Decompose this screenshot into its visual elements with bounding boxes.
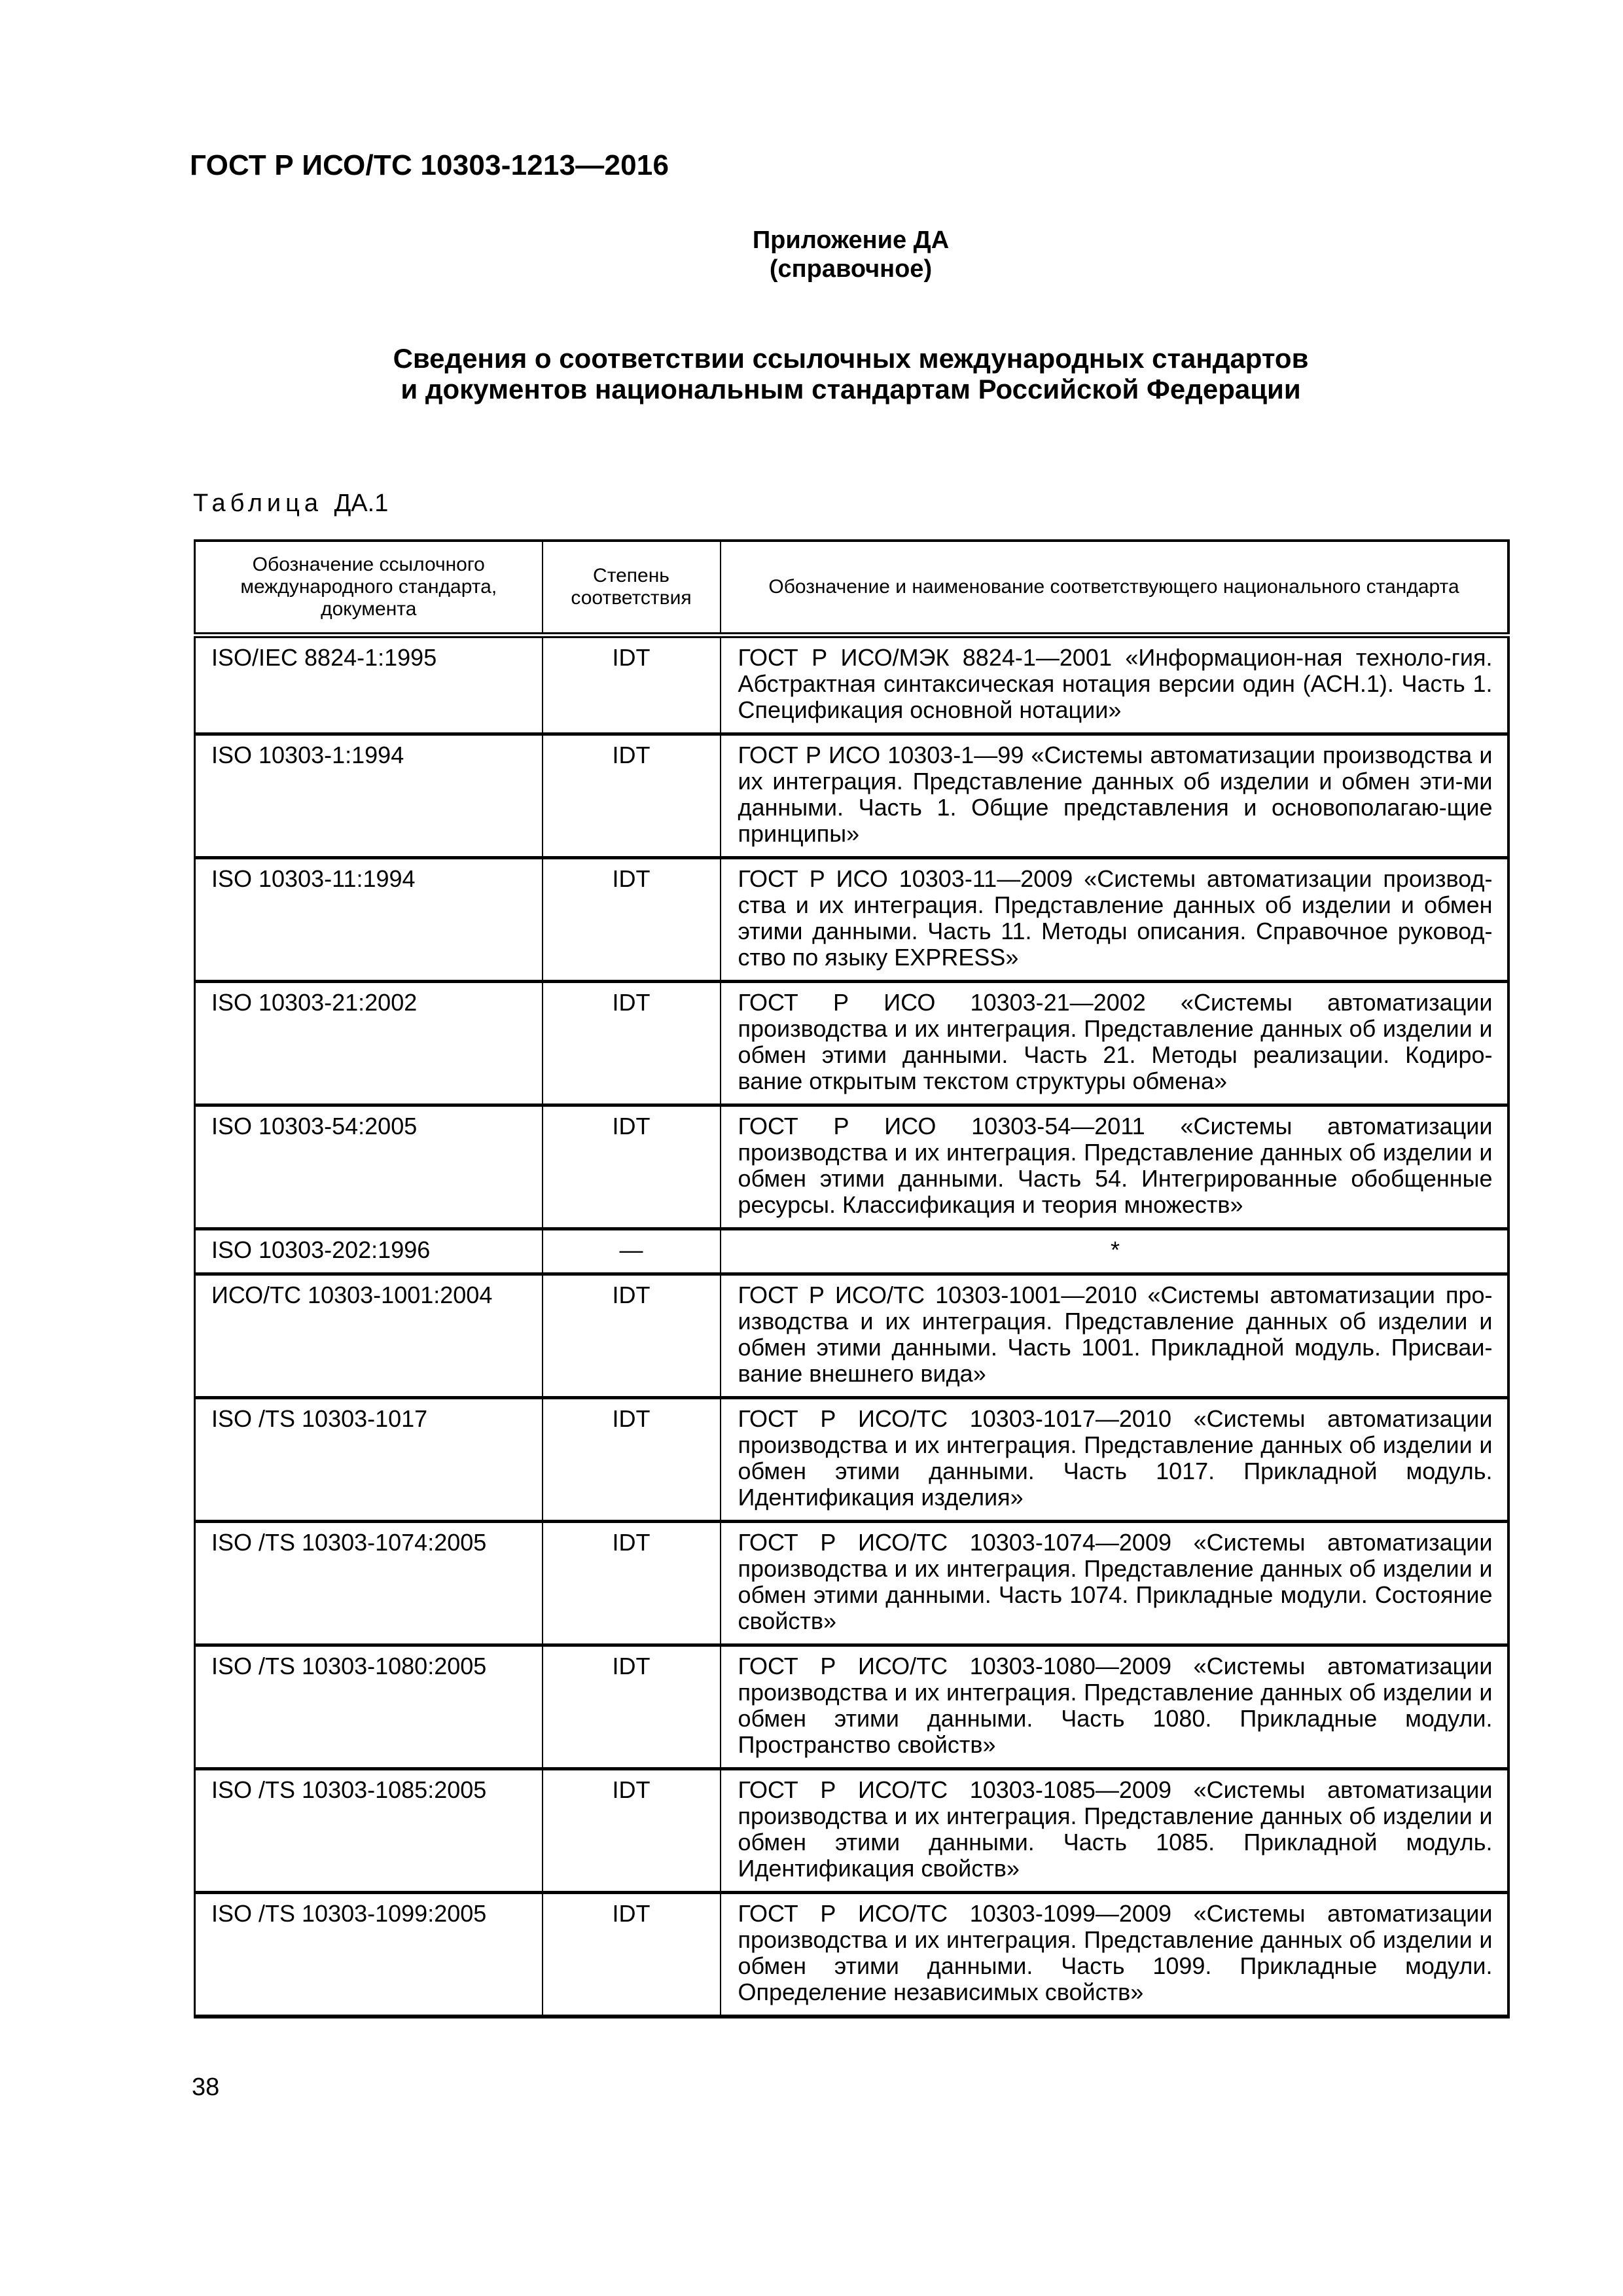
international-standard-cell: ISO 10303-1:1994	[195, 734, 543, 858]
table-row	[195, 1105, 1508, 1229]
table-header-row	[195, 541, 1508, 636]
annex-title	[0, 343, 1623, 404]
column-header-national-standard: Обозначение и наименование соответствующего национального стандарта	[721, 541, 1508, 636]
degree-of-correspondence-cell: IDT	[543, 1769, 721, 1893]
international-standard-cell: ISO/IEC 8824-1:1995	[195, 636, 543, 734]
national-standard-cell: ГОСТ Р ИСО/ТС 10303-1080—2009 «Системы автоматизации производства и их интеграция. Представление данных об изделии и обмен этими данными. Часть 1080. Прикладные модули. Пространство свойств»	[721, 1645, 1508, 1769]
international-standard-cell: ISO /TS 10303-1074:2005	[195, 1522, 543, 1645]
international-standard-cell: ISO 10303-21:2002	[195, 982, 543, 1105]
table-row	[195, 636, 1508, 734]
table-caption	[193, 490, 388, 518]
national-standard-cell: ГОСТ Р ИСО 10303-54—2011 «Системы автоматизации производства и их интеграция. Представление данных об изделии и обмен этими данными. Часть 54. Интегрированные обобщенные ресурсы. Классификация и теория множеств»	[721, 1105, 1508, 1229]
degree-of-correspondence-cell: IDT	[543, 636, 721, 734]
table-row	[195, 1398, 1508, 1522]
national-standard-cell: ГОСТ Р ИСО/ТС 10303-1085—2009 «Системы автоматизации производства и их интеграция. Представление данных об изделии и обмен этими данными. Часть 1085. Прикладной модуль. Идентификация свойств»	[721, 1769, 1508, 1893]
annex-heading	[0, 226, 1623, 283]
table-row	[195, 734, 1508, 858]
annex-type: (справочное)	[769, 255, 933, 283]
degree-of-correspondence-cell: IDT	[543, 1893, 721, 2017]
international-standard-cell: ISO /TS 10303-1085:2005	[195, 1769, 543, 1893]
national-standard-cell: *	[721, 1229, 1508, 1274]
degree-of-correspondence-cell: IDT	[543, 1645, 721, 1769]
national-standard-cell: ГОСТ Р ИСО/ТС 10303-1074—2009 «Системы автоматизации производства и их интеграция. Представление данных об изделии и обмен этими данными. Часть 1074. Прикладные модули. Состояние свойств»	[721, 1522, 1508, 1645]
table-row	[195, 1229, 1508, 1274]
degree-of-correspondence-cell: IDT	[543, 1398, 721, 1522]
table-row	[195, 1522, 1508, 1645]
table-row	[195, 1645, 1508, 1769]
degree-of-correspondence-cell: IDT	[543, 982, 721, 1105]
international-standard-cell: ISO /TS 10303-1099:2005	[195, 1893, 543, 2017]
international-standard-cell: ISO /TS 10303-1017	[195, 1398, 543, 1522]
table-row	[195, 982, 1508, 1105]
document-id-header: ГОСТ Р ИСО/ТС 10303-1213—2016	[190, 149, 669, 181]
national-standard-cell: ГОСТ Р ИСО 10303-1—99 «Системы автоматизации производства и их интеграция. Представление данных об изделии и обмен эти-ми данными. Часть 1. Общие представления и основополагаю-щие принципы»	[721, 734, 1508, 858]
international-standard-cell: ISO /TS 10303-1080:2005	[195, 1645, 543, 1769]
national-standard-cell: ГОСТ Р ИСО 10303-11—2009 «Системы автоматизации производ-ства и их интеграция. Представление данных об изделии и обмен этими данными. Часть 11. Методы описания. Справочное руковод-ство по языку EXPRESS»	[721, 858, 1508, 982]
table-row	[195, 1893, 1508, 2017]
national-standard-cell: ГОСТ Р ИСО/МЭК 8824-1—2001 «Информацион-ная техноло-гия. Абстрактная синтаксическая нотация версии один (АСН.1). Часть 1. Спецификация основной нотации»	[721, 636, 1508, 734]
degree-of-correspondence-cell: —	[543, 1229, 721, 1274]
page-number: 38	[192, 2073, 220, 2101]
table-row	[195, 858, 1508, 982]
column-header-international-standard: Обозначение ссылочного международного стандарта, документа	[195, 541, 543, 636]
international-standard-cell: ISO 10303-202:1996	[195, 1229, 543, 1274]
international-standard-cell: ИСО/ТС 10303-1001:2004	[195, 1274, 543, 1398]
national-standard-cell: ГОСТ Р ИСО 10303-21—2002 «Системы автоматизации производства и их интеграция. Представление данных об изделии и обмен этими данными. Часть 21. Методы реализации. Кодиро-вание открытым текстом структуры обмена»	[721, 982, 1508, 1105]
national-standard-cell: ГОСТ Р ИСО/ТС 10303-1001—2010 «Системы автоматизации про-изводства и их интеграция. Представление данных об изделии и обмен этими данными. Часть 1001. Прикладной модуль. Присваи-вание внешнего вида»	[721, 1274, 1508, 1398]
annex-title-line-2: и документов национальным стандартам Российской Федерации	[401, 374, 1301, 404]
degree-of-correspondence-cell: IDT	[543, 1522, 721, 1645]
national-standard-cell: ГОСТ Р ИСО/ТС 10303-1099—2009 «Системы автоматизации производства и их интеграция. Представление данных об изделии и обмен этими данными. Часть 1099. Прикладные модули. Определение независимых свойств»	[721, 1893, 1508, 2017]
table-caption-number: ДА.1	[334, 490, 389, 517]
annex-label: Приложение ДА	[752, 226, 950, 254]
degree-of-correspondence-cell: IDT	[543, 734, 721, 858]
table-body	[195, 636, 1508, 2017]
column-header-degree: Степень соответствия	[543, 541, 721, 636]
national-standard-cell: ГОСТ Р ИСО/ТС 10303-1017—2010 «Системы автоматизации производства и их интеграция. Представление данных об изделии и обмен этими данными. Часть 1017. Прикладной модуль. Идентификация изделия»	[721, 1398, 1508, 1522]
degree-of-correspondence-cell: IDT	[543, 1105, 721, 1229]
reference-standards-table	[194, 539, 1510, 2018]
annex-title-line-1: Сведения о соответствии ссылочных международных стандартов	[393, 343, 1309, 374]
table-row	[195, 1274, 1508, 1398]
degree-of-correspondence-cell: IDT	[543, 858, 721, 982]
international-standard-cell: ISO 10303-11:1994	[195, 858, 543, 982]
degree-of-correspondence-cell: IDT	[543, 1274, 721, 1398]
international-standard-cell: ISO 10303-54:2005	[195, 1105, 543, 1229]
table-caption-word: Таблица	[193, 490, 323, 517]
table-row	[195, 1769, 1508, 1893]
